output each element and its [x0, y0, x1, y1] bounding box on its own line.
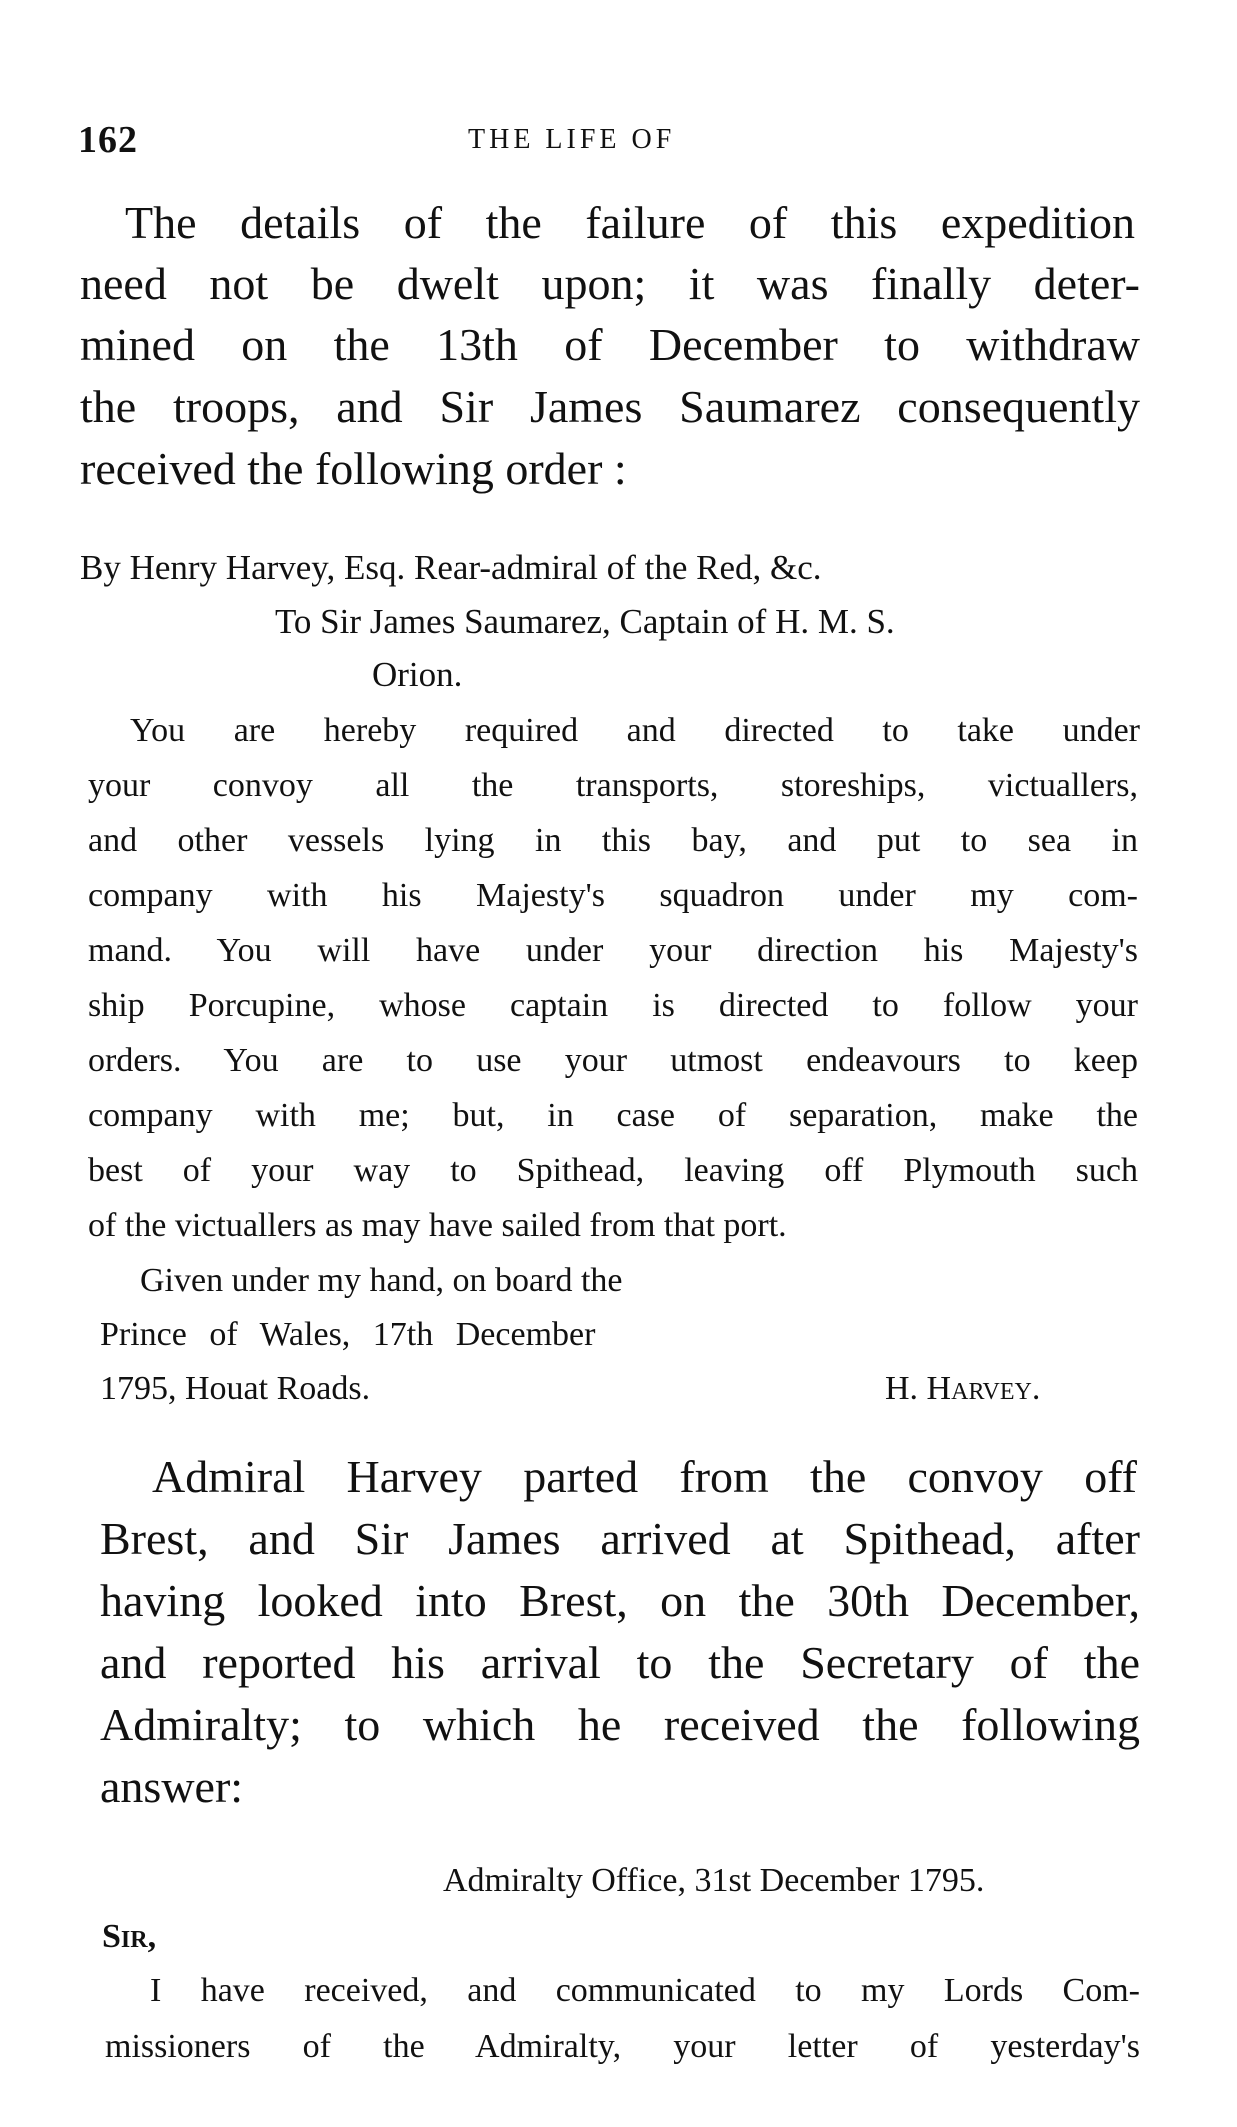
paragraph1-line: mined on the 13th of December to withdraw — [80, 319, 1140, 370]
running-head: THE LIFE OF — [468, 124, 676, 155]
paragraph1-line: need not be dwelt upon; it was finally deter- — [80, 258, 1140, 309]
paragraph1-line: received the following order : — [80, 443, 627, 494]
order-body-line: You are hereby required and directed to take under — [130, 712, 1140, 749]
order-issuer: By Henry Harvey, Esq. Rear-admiral of the Red, &c. — [80, 548, 822, 587]
order-recipient-ship: Orion. — [372, 655, 463, 694]
page-header — [78, 118, 1118, 161]
order-given-line: 1795, Houat Roads. — [100, 1370, 371, 1407]
order-body-line: mand. You will have under your direction his Majesty's — [88, 932, 1138, 969]
paragraph2-line: answer: — [100, 1761, 244, 1812]
paragraph2-line: Brest, and Sir James arrived at Spithead, after — [100, 1513, 1140, 1564]
order-body-line: company with me; but, in case of separation, make the — [88, 1097, 1138, 1134]
paragraph2-line: Admiral Harvey parted from the convoy off — [152, 1451, 1137, 1502]
letter-salutation: Sir, — [102, 1918, 157, 1955]
order-body-line: of the victuallers as may have sailed from that port. — [88, 1207, 787, 1244]
order-body-line: and other vessels lying in this bay, and put to sea in — [88, 822, 1138, 859]
page-number: 162 — [78, 119, 138, 161]
paragraph2-line: and reported his arrival to the Secretary of the — [100, 1637, 1140, 1688]
order-body-line: orders. You are to use your utmost endeavours to keep — [88, 1042, 1138, 1079]
paragraph2-line: having looked into Brest, on the 30th December, — [100, 1575, 1140, 1626]
order-recipient: To Sir James Saumarez, Captain of H. M. S. — [275, 602, 895, 641]
order-given-line: Prince of Wales, 17th December — [100, 1316, 596, 1353]
paragraph1-line: the troops, and Sir James Saumarez consequently — [80, 381, 1140, 432]
order-signature: H. Harvey. — [885, 1370, 1041, 1407]
order-given-line: Given under my hand, on board the — [140, 1262, 623, 1299]
order-body-line: your convoy all the transports, storeships, victuallers, — [88, 767, 1138, 804]
order-body-line: company with his Majesty's squadron under my com- — [88, 877, 1138, 914]
letter-body-line: I have received, and communicated to my Lords Com- — [150, 1972, 1140, 2009]
order-body-line: best of your way to Spithead, leaving off Plymouth such — [88, 1152, 1138, 1189]
paragraph1-line: The details of the failure of this expedition — [125, 197, 1135, 248]
order-body-line: ship Porcupine, whose captain is directed to follow your — [88, 987, 1138, 1024]
letter-dateline: Admiralty Office, 31st December 1795. — [443, 1862, 985, 1899]
letter-body-line: missioners of the Admiralty, your letter of yesterday's — [105, 2028, 1140, 2065]
paragraph2-line: Admiralty; to which he received the following — [100, 1699, 1140, 1750]
